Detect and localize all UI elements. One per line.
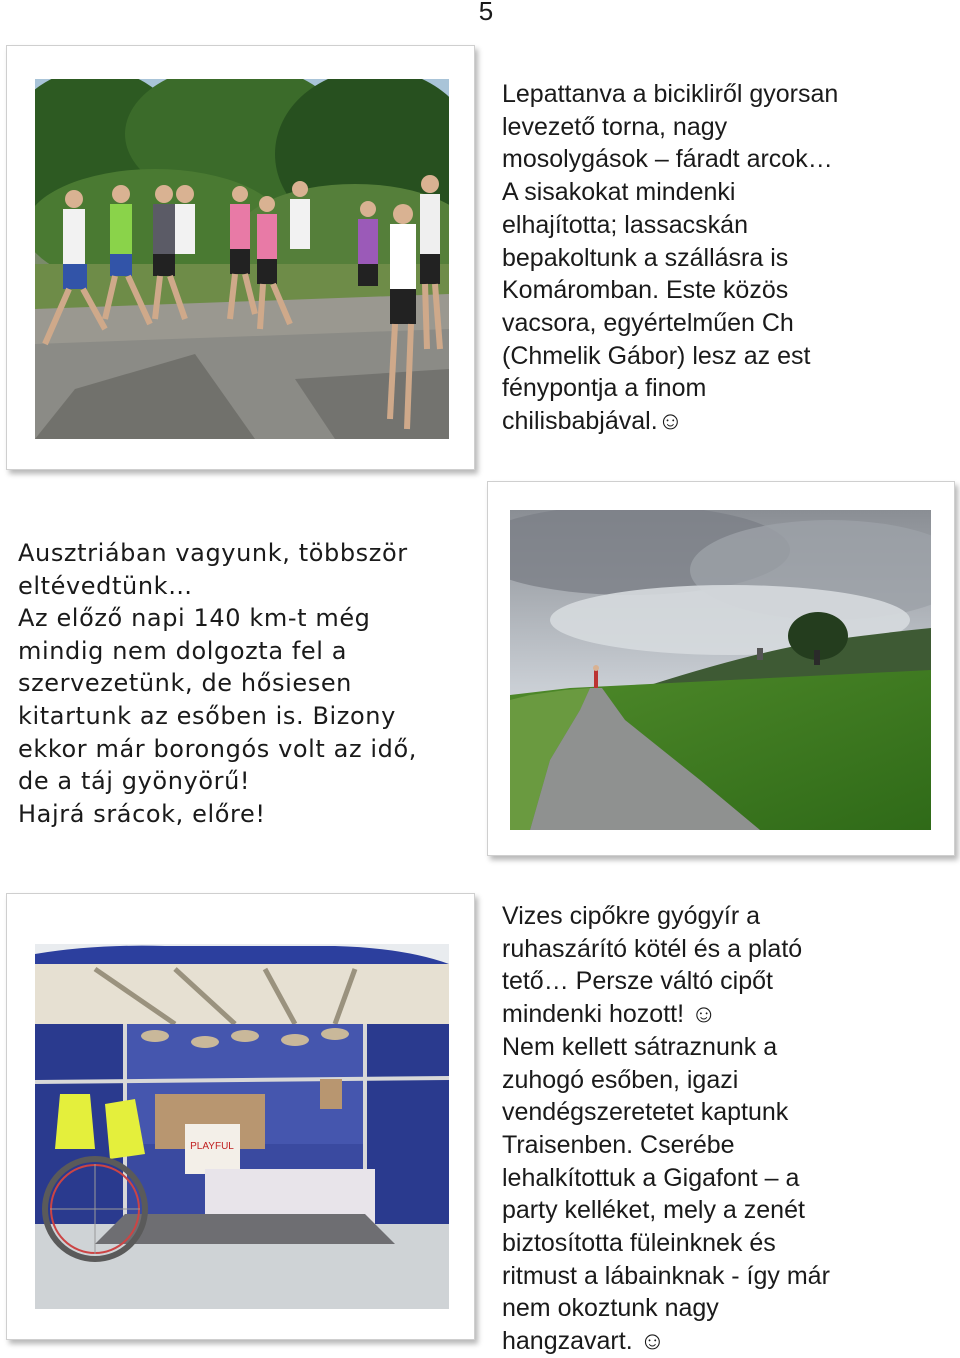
text-line: biztosította füleinknek és: [502, 1229, 776, 1258]
text-line: Nem kellett sátraznunk a: [502, 1032, 778, 1061]
sign-text: PLAYFUL: [190, 1141, 234, 1152]
text-line: mindenki hozott! ☺: [502, 1000, 717, 1029]
text-line: Hajrá srácok, előre!: [18, 799, 266, 828]
text-line: A sisakokat mindenki: [502, 178, 736, 207]
trailer-interior-photo: [35, 944, 449, 1309]
text-line: ruhaszárító kötél és a plató: [502, 934, 803, 963]
text-line: ekkor már borongós volt az idő,: [18, 734, 418, 763]
text-line: mindig nem dolgozta fel a: [18, 636, 348, 665]
text-line: Komáromban. Este közös: [502, 276, 789, 305]
text-line: hangzavart. ☺: [502, 1327, 666, 1356]
text-line: elhajította; lassacskán: [502, 210, 748, 239]
group-stretching-photo: [35, 79, 449, 439]
text-line: kitartunk az esőben is. Bizony: [18, 701, 396, 730]
text-line: chilisbabjával.☺: [502, 407, 684, 436]
text-line: mosolygások – fáradt arcok…: [502, 145, 833, 174]
section1-text: [502, 78, 945, 438]
text-line: zuhogó esőben, igazi: [502, 1065, 739, 1094]
text-line: Ausztriában vagyunk, többször: [18, 539, 408, 567]
photo-frame-trailer: [6, 893, 475, 1340]
landscape-road-photo: [510, 510, 931, 830]
text-line: vendégszeretetet kaptunk: [502, 1098, 789, 1127]
text-line: eltévedtünk…: [18, 571, 193, 600]
text-line: tető… Persze váltó cipőt: [502, 967, 773, 996]
text-line: Lepattanva a bicikliről gyorsan: [502, 80, 839, 108]
text-line: levezető torna, nagy: [502, 112, 728, 141]
text-line: ritmust a lábainknak - így már: [502, 1261, 830, 1290]
text-line: de a táj gyönyörű!: [18, 767, 251, 796]
section3-text: [502, 900, 929, 1358]
text-line: fénypontja a finom: [502, 374, 707, 403]
page-number: 5: [478, 0, 494, 26]
text-line: vacsora, egyértelműen Ch: [502, 308, 794, 337]
text-line: Traisenben. Cserébe: [502, 1130, 735, 1159]
section2-text: [18, 537, 462, 830]
text-line: szervezetünk, de hősiesen: [18, 669, 352, 698]
text-line: nem okoztunk nagy: [502, 1294, 719, 1323]
text-line: Vizes cipőkre gyógyír a: [502, 902, 760, 930]
photo-frame-group-stretching: [6, 45, 475, 470]
text-line: bepakoltunk a szállásra is: [502, 243, 789, 272]
text-line: lehalkítottuk a Gigafont – a: [502, 1163, 800, 1192]
text-line: party kelléket, mely a zenét: [502, 1196, 805, 1225]
photo-frame-landscape: [487, 481, 955, 856]
text-line: (Chmelik Gábor) lesz az est: [502, 341, 811, 370]
text-line: Az előző napi 140 km-t még: [18, 604, 371, 633]
